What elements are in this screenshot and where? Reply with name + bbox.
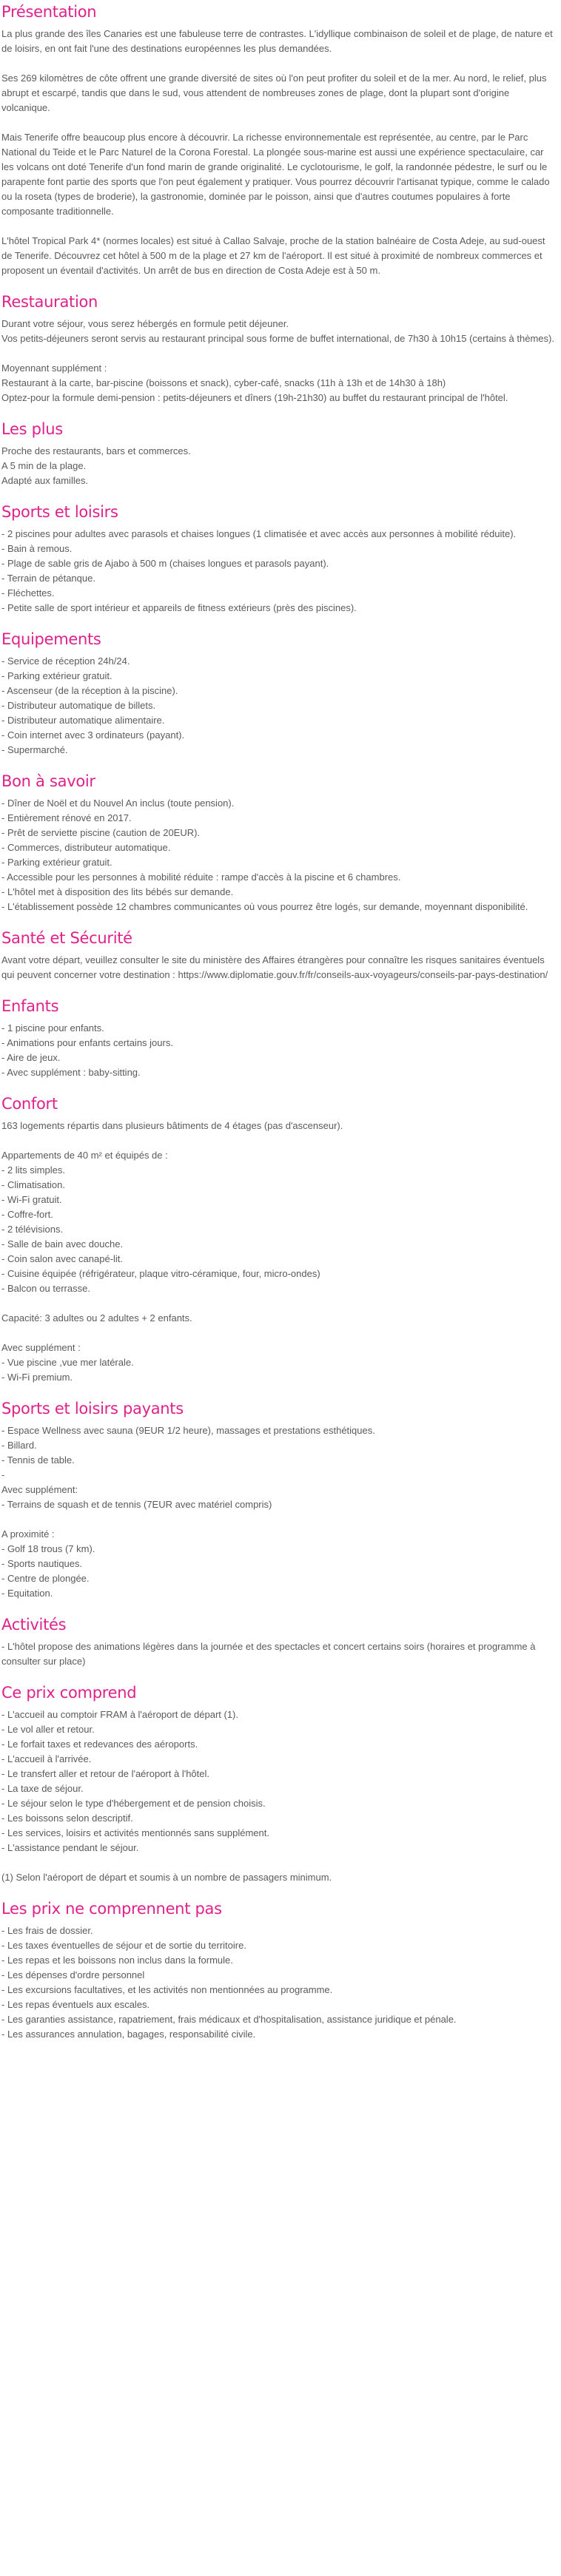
section-heading: Enfants xyxy=(1,997,59,1015)
blank-line xyxy=(1,1326,557,1341)
list-item: - L'accueil au comptoir FRAM à l'aéroport de départ (1). xyxy=(1,1709,238,1720)
section-heading: Equipements xyxy=(1,630,101,648)
section-heading: Santé et Sécurité xyxy=(1,929,132,947)
list-item: - Commerces, distributeur automatique. xyxy=(1,842,171,853)
list-item: - 2 piscines pour adultes avec parasols et chaises longues (1 climatisée et avec accès aux personnes à mobilité réduite). xyxy=(1,528,517,539)
paragraph-line: Avec supplément : xyxy=(1,1342,81,1353)
paragraph-line: L'hôtel Tropical Park 4* (normes locales) est situé à Callao Salvaje, proche de la station balnéaire de Costa Adeje, au sud-ouest de Tenerife. Découvrez cet hôtel à 500 m de la plage et 27 km de l'aéroport. Il est situé à proximité de nombreux commerces et proposent un éventail d'activités. Un arrêt de bus en direction de Costa Adeje est à 50 m. xyxy=(1,235,545,276)
paragraph-line: Appartements de 40 m² et équipés de : xyxy=(1,1150,168,1161)
paragraph-line: Durant votre séjour, vous serez hébergés en formule petit déjeuner. xyxy=(1,318,289,329)
section-les-plus xyxy=(1,419,557,488)
list-item: - Le forfait taxes et redevances des aéroports. xyxy=(1,1739,198,1750)
section-heading: Confort xyxy=(1,1095,58,1113)
list-item: - Vue piscine ,vue mer latérale. xyxy=(1,1357,134,1368)
list-item: - Coin salon avec canapé-lit. xyxy=(1,1253,124,1264)
list-item: - Avec supplément : baby-sitting. xyxy=(1,1067,141,1078)
list-item: - Fléchettes. xyxy=(1,587,55,599)
paragraph-line: La plus grande des îles Canaries est une fabuleuse terre de contrastes. L'idyllique combinaison de soleil et de plage, de nature et de loisirs, en ont fait l'une des destinations européennes les plus demandées. xyxy=(1,28,553,54)
section-body xyxy=(1,654,557,758)
list-item: - Sports nautiques. xyxy=(1,1558,83,1569)
section-body xyxy=(1,1707,557,1885)
list-item: - Coin internet avec 3 ordinateurs (payant). xyxy=(1,729,185,741)
section-body xyxy=(1,1639,557,1669)
paragraph-line: Capacité: 3 adultes ou 2 adultes + 2 enfants. xyxy=(1,1312,192,1324)
section-equipements xyxy=(1,629,557,758)
list-item: - Le transfert aller et retour de l'aéroport à l'hôtel. xyxy=(1,1768,209,1779)
section-heading: Sports et loisirs payants xyxy=(1,1400,184,1417)
blank-line xyxy=(1,219,557,234)
list-item: - Terrain de pétanque. xyxy=(1,573,95,584)
section-heading: Présentation xyxy=(1,3,97,21)
list-item: - L'établissement possède 12 chambres communicantes où vous pourrez être logés, sur demande, moyennant disponibilité. xyxy=(1,901,528,912)
paragraph-line: (1) Selon l'aéroport de départ et soumis à un nombre de passagers minimum. xyxy=(1,1872,332,1883)
section-body xyxy=(1,27,557,278)
list-item: - Les taxes éventuelles de séjour et de sortie du territoire. xyxy=(1,1940,246,1951)
list-item: - Parking extérieur gratuit. xyxy=(1,857,112,868)
paragraph-line: Vos petits-déjeuners seront servis au restaurant principal sous forme de buffet international, de 7h30 à 10h15 (certains à thèmes). xyxy=(1,333,554,344)
section-confort xyxy=(1,1093,557,1385)
paragraph-line: Avant votre départ, veuillez consulter le site du ministère des Affaires étrangères pour connaître les risques sanitaires éventuels qui peuvent concerner votre destination : https://www.diplomatie.gouv.fr/fr/conseils-aux-voyageurs/conseils-par-pays-destination/ xyxy=(1,954,548,980)
list-item: - Le vol aller et retour. xyxy=(1,1724,95,1735)
list-item: - Ascenseur (de la réception à la piscine). xyxy=(1,685,178,696)
list-item: - Prêt de serviette piscine (caution de 20EUR). xyxy=(1,827,201,838)
section-presentation xyxy=(1,1,557,278)
blank-line xyxy=(1,1296,557,1311)
section-heading: Activités xyxy=(1,1616,67,1633)
section-sante-et-securite xyxy=(1,928,557,982)
section-heading: Restauration xyxy=(1,293,98,311)
section-heading: Bon à savoir xyxy=(1,772,95,790)
list-item: - Animations pour enfants certains jours. xyxy=(1,1037,173,1048)
list-item: - Service de réception 24h/24. xyxy=(1,655,130,667)
paragraph-line: Proche des restaurants, bars et commerces. xyxy=(1,445,191,456)
blank-line xyxy=(1,1855,557,1870)
paragraph-line: Mais Tenerife offre beaucoup plus encore à découvrir. La richesse environnementale est représentée, au centre, par le Parc National du Teide et le Parc Naturel de la Corona Forestal. La plongée sous-marine est aussi une expérience spectaculaire, car les volcans ont doté Tenerife d'un fond marin de grande originalité. Le cyclotourisme, le golf, la randonnée pédestre, le surf ou le parapente font partie des sports que l'on peut également y pratiquer. Vous pourrez découvrir l'artisanat typique, comme le calado ou la roseta (types de broderie), la gastronomie, dominée par le poisson, ainsi que d'autres coutumes populaires à forte composante traditionnelle. xyxy=(1,132,550,217)
list-item: - Petite salle de sport intérieur et appareils de fitness extérieurs (près des piscines). xyxy=(1,602,357,613)
section-body xyxy=(1,444,557,488)
list-item: - Supermarché. xyxy=(1,744,68,755)
list-item: - Equitation. xyxy=(1,1588,53,1599)
paragraph-line: Moyennant supplément : xyxy=(1,363,107,374)
section-les-prix-ne-comprennent-pas xyxy=(1,1898,557,2042)
section-body xyxy=(1,1923,557,2042)
section-activites xyxy=(1,1614,557,1669)
paragraph-line: A 5 min de la plage. xyxy=(1,460,87,471)
list-item: - Balcon ou terrasse. xyxy=(1,1283,90,1294)
list-item: - Les frais de dossier. xyxy=(1,1925,93,1936)
paragraph-line: Ses 269 kilomètres de côte offrent une grande diversité de sites où l'on peut profiter du soleil et de la mer. Au nord, le relief, plus abrupt et escarpé, tandis que dans le sud, vous attendent de nombreuses zones de plage, dont la plupart sont d'origine volcanique. xyxy=(1,73,547,113)
list-item: - Entièrement rénové en 2017. xyxy=(1,812,132,823)
list-item: - Les assurances annulation, bagages, responsabilité civile. xyxy=(1,2029,256,2040)
blank-line xyxy=(1,1512,557,1527)
list-item: - Golf 18 trous (7 km). xyxy=(1,1543,95,1554)
list-item: - Distributeur automatique alimentaire. xyxy=(1,715,165,726)
list-item: - Wi-Fi gratuit. xyxy=(1,1194,62,1205)
section-heading: Les prix ne comprennent pas xyxy=(1,1900,222,1918)
section-enfants xyxy=(1,996,557,1080)
list-item: - Cuisine équipée (réfrigérateur, plaque vitro-céramique, four, micro-ondes) xyxy=(1,1268,320,1279)
list-item: - L'assistance pendant le séjour. xyxy=(1,1842,139,1853)
section-body xyxy=(1,953,557,982)
section-body xyxy=(1,317,557,405)
section-ce-prix-comprend xyxy=(1,1682,557,1885)
list-item: - Plage de sable gris de Ajabo à 500 m (chaises longues et parasols payant). xyxy=(1,558,329,569)
paragraph-line: 163 logements répartis dans plusieurs bâtiments de 4 étages (pas d'ascenseur). xyxy=(1,1120,343,1131)
list-item: - 2 lits simples. xyxy=(1,1164,65,1176)
section-sports-et-loisirs xyxy=(1,502,557,616)
paragraph-line: Optez-pour la formule demi-pension : petits-déjeuners et dîners (19h-21h30) au buffet du restaurant principal de l'hôtel. xyxy=(1,392,508,403)
section-heading: Sports et loisirs xyxy=(1,503,118,521)
list-item: - Dîner de Noël et du Nouvel An inclus (toute pension). xyxy=(1,798,235,809)
list-item: - Les services, loisirs et activités mentionnés sans supplément. xyxy=(1,1827,269,1838)
section-body xyxy=(1,1423,557,1601)
section-sports-et-loisirs-payants xyxy=(1,1398,557,1601)
list-item: - Les garanties assistance, rapatriement, frais médicaux et d'hospitalisation, assistance juridique et pénale. xyxy=(1,2014,457,2025)
paragraph-line: Avec supplément: xyxy=(1,1484,78,1495)
list-item: - Aire de jeux. xyxy=(1,1052,61,1063)
list-item: - Les repas éventuels aux escales. xyxy=(1,1999,150,2010)
blank-line xyxy=(1,346,557,361)
list-item: - 1 piscine pour enfants. xyxy=(1,1022,104,1034)
section-body xyxy=(1,796,557,914)
list-item: - Parking extérieur gratuit. xyxy=(1,670,112,681)
list-item: - L'accueil à l'arrivée. xyxy=(1,1753,92,1764)
list-item: - Salle de bain avec douche. xyxy=(1,1238,124,1250)
blank-line xyxy=(1,56,557,71)
list-item: - Les repas et les boissons non inclus dans la formule. xyxy=(1,1955,233,1966)
list-item: - Les boissons selon descriptif. xyxy=(1,1813,133,1824)
paragraph-line: Adapté aux familles. xyxy=(1,475,89,486)
list-item: - Les dépenses d'ordre personnel xyxy=(1,1969,145,1980)
paragraph-line: Restaurant à la carte, bar-piscine (boissons et snack), cyber-café, snacks (11h à 13h et de 14h30 à 18h) xyxy=(1,377,446,388)
list-item: - L'hôtel met à disposition des lits bébés sur demande. xyxy=(1,886,234,897)
section-body xyxy=(1,527,557,616)
list-item: - Le séjour selon le type d'hébergement et de pension choisis. xyxy=(1,1798,266,1809)
blank-line xyxy=(1,1133,557,1148)
list-item: - La taxe de séjour. xyxy=(1,1783,84,1794)
list-item: - Terrains de squash et de tennis (7EUR avec matériel compris) xyxy=(1,1499,272,1510)
section-body xyxy=(1,1119,557,1385)
section-body xyxy=(1,1021,557,1080)
list-item: - Tennis de table. xyxy=(1,1454,75,1466)
section-heading: Ce prix comprend xyxy=(1,1684,137,1702)
list-item: - Espace Wellness avec sauna (9EUR 1/2 heure), massages et prestations esthétiques. xyxy=(1,1425,375,1436)
blank-line xyxy=(1,115,557,130)
list-item: - Climatisation. xyxy=(1,1179,65,1190)
list-item: - Billard. xyxy=(1,1440,37,1451)
list-item: - Distributeur automatique de billets. xyxy=(1,700,156,711)
list-item: - Bain à remous. xyxy=(1,543,73,554)
list-item: - 2 télévisions. xyxy=(1,1224,64,1235)
list-item: - xyxy=(1,1469,5,1480)
list-item: - Coffre-fort. xyxy=(1,1209,53,1220)
list-item: - Centre de plongée. xyxy=(1,1573,90,1584)
list-item: - L'hôtel propose des animations légères dans la journée et des spectacles et concert certains soirs (horaires et programme à consulter sur place) xyxy=(1,1641,536,1667)
list-item: - Les excursions facultatives, et les activités non mentionnées au programme. xyxy=(1,1984,333,1995)
section-restauration xyxy=(1,291,557,405)
section-heading: Les plus xyxy=(1,420,63,438)
paragraph-line: A proximité : xyxy=(1,1528,55,1540)
section-bon-a-savoir xyxy=(1,771,557,914)
list-item: - Wi-Fi premium. xyxy=(1,1372,73,1383)
list-item: - Accessible pour les personnes à mobilité réduite : rampe d'accès à la piscine et 6 chambres. xyxy=(1,871,401,883)
